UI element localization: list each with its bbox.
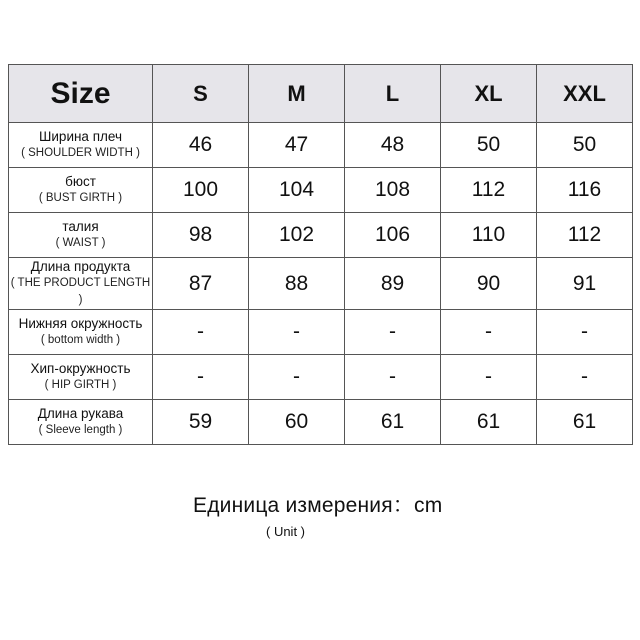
table-cell: 61 [537,400,633,445]
table-cell: - [153,355,249,400]
row-label-ru: талия [62,219,99,234]
table-row [9,310,633,355]
size-header-l: L [345,65,441,123]
table-cell: 104 [249,168,345,213]
table-cell: - [345,310,441,355]
table-row [9,168,633,213]
table-row [9,355,633,400]
table-cell: 50 [441,123,537,168]
row-label-waist [9,213,153,258]
table-row [9,258,633,310]
table-cell: 87 [153,258,249,310]
row-label-en: ( THE PRODUCT LENGTH ) [10,277,151,306]
table-cell: 60 [249,400,345,445]
table-cell: 106 [345,213,441,258]
row-label-sleeve-length [9,400,153,445]
row-label-ru: Ширина плеч [39,129,122,144]
size-header-xl: XL [441,65,537,123]
table-cell: 110 [441,213,537,258]
row-label-en: ( BUST GIRTH ) [38,192,123,204]
row-label-en: ( WAIST ) [55,237,106,249]
size-header-s: S [153,65,249,123]
table-cell: - [537,355,633,400]
size-header-xxl: XXL [537,65,633,123]
size-header-m: M [249,65,345,123]
table-row [9,400,633,445]
unit-sublabel: ( Unit ) [266,524,305,539]
row-label-en: ( SHOULDER WIDTH ) [21,147,140,159]
table-cell: 98 [153,213,249,258]
row-label-ru: Длина продукта [30,259,131,274]
table-cell: - [249,355,345,400]
table-cell: - [345,355,441,400]
table-cell: 112 [537,213,633,258]
table-cell: - [441,355,537,400]
table-cell: 50 [537,123,633,168]
table-cell: - [537,310,633,355]
row-label-ru: бюст [65,174,96,189]
table-cell: - [249,310,345,355]
table-row [9,213,633,258]
row-label-hip-girth [9,355,153,400]
table-cell: 59 [153,400,249,445]
table-cell: 88 [249,258,345,310]
table-cell: 61 [345,400,441,445]
table-cell: 100 [153,168,249,213]
table-cell: 116 [537,168,633,213]
table-cell: 90 [441,258,537,310]
table-cell: 108 [345,168,441,213]
size-chart-table [8,64,633,445]
row-label-bust-girth [9,168,153,213]
table-cell: 91 [537,258,633,310]
row-label-bottom-width [9,310,153,355]
table-row [9,123,633,168]
row-label-en: ( HIP GIRTH ) [44,379,117,391]
row-label-en: ( bottom width ) [40,334,121,346]
row-label-ru: Длина рукава [37,406,124,421]
table-cell: 47 [249,123,345,168]
row-label-ru: Нижняя окружность [18,316,143,331]
table-cell: 112 [441,168,537,213]
row-label-product-length [9,258,153,310]
size-header-row [9,65,633,123]
table-cell: 102 [249,213,345,258]
table-cell: 61 [441,400,537,445]
table-cell: - [153,310,249,355]
row-label-ru: Хип-окружность [30,361,131,376]
table-cell: 89 [345,258,441,310]
table-cell: - [441,310,537,355]
table-cell: 48 [345,123,441,168]
size-header-label: Size [9,65,153,123]
unit-label: Единица измерения：cm [193,494,443,517]
table-cell: 46 [153,123,249,168]
row-label-shoulder-width [9,123,153,168]
row-label-en: ( Sleeve length ) [38,424,123,436]
